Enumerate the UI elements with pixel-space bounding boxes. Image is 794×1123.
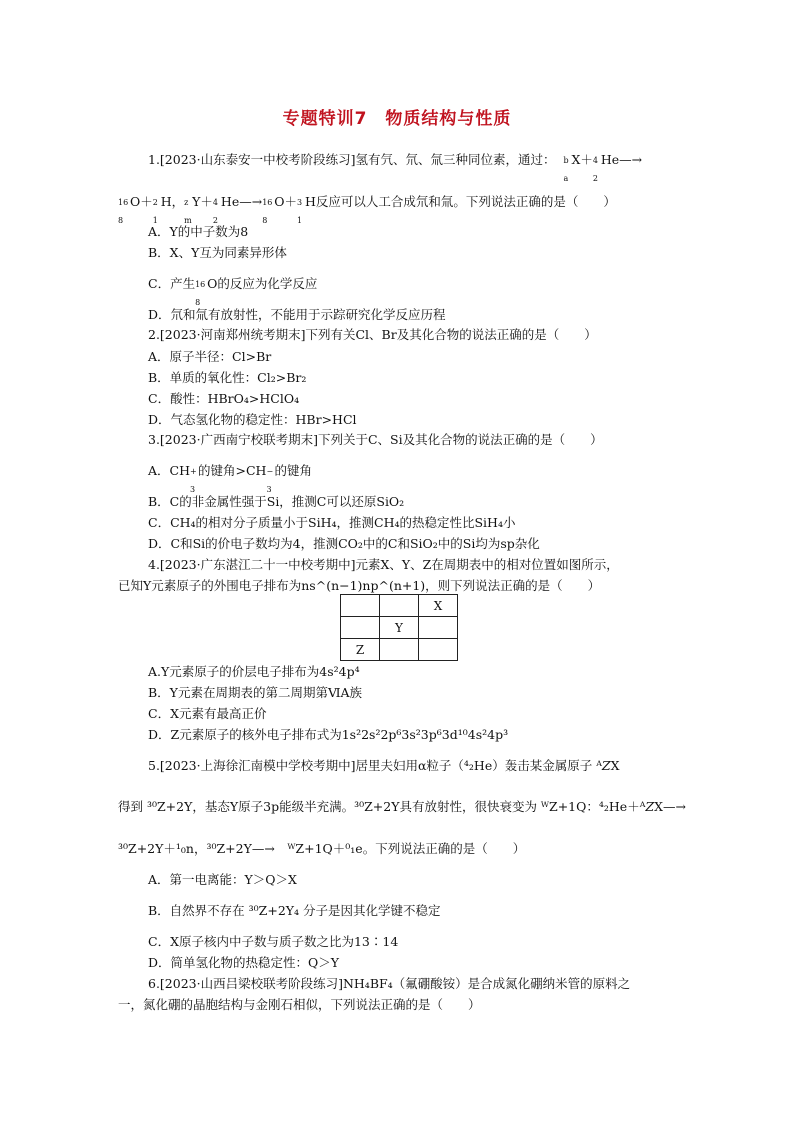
table-cell bbox=[341, 617, 380, 639]
table-cell bbox=[419, 639, 458, 661]
table-cell bbox=[341, 595, 380, 617]
q6-stem-line2: 一，氮化硼的晶胞结构与金刚石相似，下列说法正确的是（ ） bbox=[118, 997, 481, 1012]
q1-option-c: C．产生 16 8 O的反应为化学反应 bbox=[148, 276, 318, 307]
periodic-table-fragment bbox=[340, 594, 458, 661]
q5-stem-line2: 得到 ³⁰Z+2Y，基态Y原子3p能级半充满。³⁰Z+2Y具有放射性，很快衰变为 ᵂZ+1Q：⁴₂He＋ᴬ𝑍X—→ bbox=[118, 799, 686, 814]
q4-option-a: A.Y元素原子的价层电子排布为4s²4p⁴ bbox=[148, 664, 360, 679]
q1-option-d: D．氘和氚有放射性，不能用于示踪研究化学反应历程 bbox=[148, 307, 446, 322]
q3-option-c: C．CH₄的相对分子质量小于SiH₄，推测CH₄的热稳定性比SiH₄小 bbox=[148, 515, 516, 530]
table-cell: Y bbox=[380, 617, 419, 639]
q5-stem-line3: ³⁰Z+2Y＋¹₀n，³⁰Z+2Y—→ ᵂZ+1Q＋⁰₁e。下列说法正确的是（ ） bbox=[118, 841, 526, 856]
q2-stem: 2.[2023·河南郑州统考期末]下列有关Cl、Br及其化合物的说法正确的是（ ） bbox=[148, 327, 597, 342]
table-cell: X bbox=[419, 595, 458, 617]
q5-option-a: A．第一电离能：Y＞Q＞X bbox=[148, 872, 297, 887]
q3-stem: 3.[2023·广西南宁校联考期末]下列关于C、Si及其化合物的说法正确的是（ ） bbox=[148, 432, 603, 447]
table-cell bbox=[380, 639, 419, 661]
table-cell bbox=[380, 595, 419, 617]
q5-option-d: D．简单氢化物的热稳定性：Q＞Y bbox=[148, 955, 340, 970]
q3-option-b: B．C的非金属性强于Si，推测C可以还原SiO₂ bbox=[148, 494, 405, 509]
q4-stem-line1: 4.[2023·广东湛江二十一中校考期中]元素X、Y、Z在周期表中的相对位置如图所示， bbox=[148, 557, 619, 572]
page-title: 专题特训7 物质结构与性质 bbox=[282, 109, 512, 129]
q2-option-b: B．单质的氧化性：Cl₂>Br₂ bbox=[148, 370, 307, 385]
q3-option-d: D．C和Si的价电子数均为4，推测CO₂中的C和SiO₂中的Si均为sp杂化 bbox=[148, 536, 540, 551]
q2-option-a: A．原子半径：Cl>Br bbox=[148, 349, 272, 364]
q1-stem-line1: 1.[2023·山东泰安一中校考阶段练习]氢有氕、氘、氚三种同位素，通过： b a X＋ 4 2 He—→ bbox=[148, 152, 643, 183]
q2-option-c: C．酸性：HBrO₄>HClO₄ bbox=[148, 391, 300, 406]
q4-option-d: D．Z元素原子的核外电子排布式为1s²2s²2p⁶3s²3p⁶3d¹⁰4s²4p³ bbox=[148, 727, 509, 742]
q5-option-c: C．X原子核内中子数与质子数之比为13∶14 bbox=[148, 934, 399, 949]
q2-option-d: D．气态氢化物的稳定性：HBr>HCl bbox=[148, 412, 357, 427]
q5-stem-line1: 5.[2023·上海徐汇南模中学校考期中]居里夫妇用α粒子（⁴₂He）轰击某金属原子 ᴬ𝑍X bbox=[148, 758, 620, 773]
table-cell bbox=[419, 617, 458, 639]
q1-stem-line2: 16 8 O＋ 2 1 H， z m Y＋ 4 2 He—→ 16 8 O＋ 3 1 H反应可以人工合成氘和氚。下列说法正确的是（ ） bbox=[118, 194, 616, 225]
q4-option-b: B．Y元素在周期表的第二周期第ⅥA族 bbox=[148, 685, 363, 700]
q1-option-a: A．Y的中子数为8 bbox=[148, 224, 249, 239]
q3-option-a: A．CH + 3 的键角>CH − 3 的键角 bbox=[148, 463, 312, 494]
q5-option-b: B．自然界不存在 ³⁰Z+2Y₄ 分子是因其化学键不稳定 bbox=[148, 903, 441, 918]
q4-stem-line2: 已知Y元素原子的外围电子排布为ns^(n−1)np^(n+1)，则下列说法正确的是（ ） bbox=[118, 578, 601, 593]
q1-option-b: B．X、Y互为同素异形体 bbox=[148, 245, 287, 260]
table-cell: Z bbox=[341, 639, 380, 661]
q6-stem-line1: 6.[2023·山西吕梁校联考阶段练习]NH₄BF₄（氟硼酸铵）是合成氮化硼纳米管的原料之 bbox=[148, 976, 631, 991]
q4-option-c: C．X元素有最高正价 bbox=[148, 706, 267, 721]
